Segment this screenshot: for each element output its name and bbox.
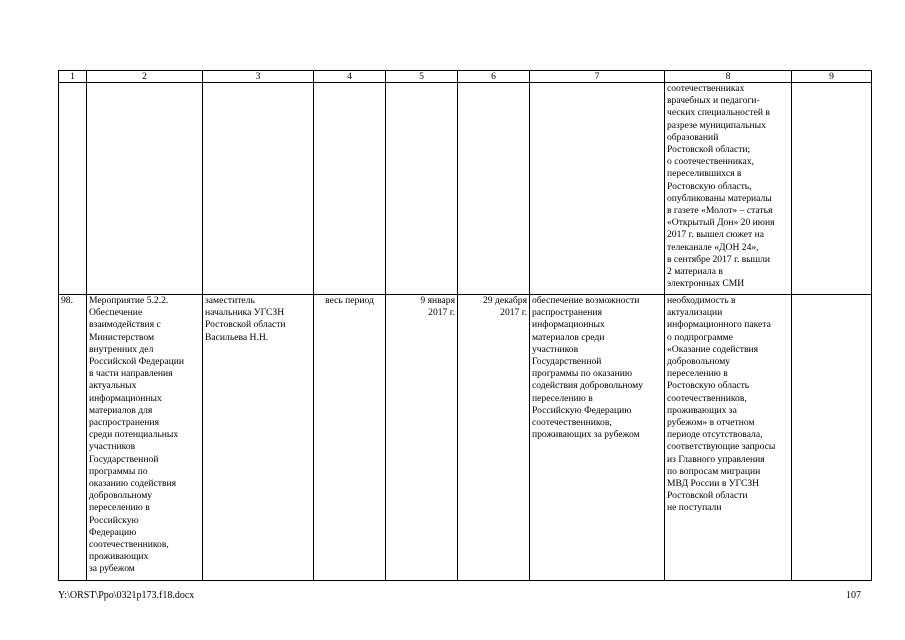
column-number: 8 (665, 71, 792, 83)
expected-result: обеспечение возможности распространения информационных материалов среди участников Государственной программы по оказанию содействия добровольному переселению в Российскую Федерацию соотечественников, проживающих за рубежом (530, 295, 665, 581)
cell-result (530, 83, 665, 295)
column-number: 1 (59, 71, 87, 83)
measure-name: Мероприятие 5.2.2. Обеспечение взаимодействия с Министерством внутренних дел Российской Федерации в части направления актуальных информационных материалов для распространения среди потенциальных участников Государственной программы по оказанию содействия добровольному переселению в Российскую Федерацию соотечественников, проживающих за рубежом (87, 295, 203, 581)
table-row-98 (59, 295, 872, 581)
end-date: 29 декабря 2017 г. (458, 295, 530, 581)
responsible-person: заместитель начальника УГСЗН Ростовской области Васильева Н.Н. (203, 295, 314, 581)
column-number: 2 (87, 71, 203, 83)
row-number: 98. (59, 295, 87, 581)
period: весь период (314, 295, 386, 581)
column-number: 3 (203, 71, 314, 83)
column-number: 4 (314, 71, 386, 83)
cell-end (458, 83, 530, 295)
cell-responsible (203, 83, 314, 295)
cell-start (386, 83, 458, 295)
file-path-footer: Y:\ORST\Ppo\0321p173.f18.docx (58, 590, 195, 601)
column-number: 7 (530, 71, 665, 83)
cell-col9 (792, 83, 872, 295)
column-number: 6 (458, 71, 530, 83)
table-row-continuation (59, 83, 872, 295)
report-table (58, 70, 872, 581)
column-number: 5 (386, 71, 458, 83)
actual-result: необходимость в актуализации информационного пакета о подпрограмме «Оказание содействия добровольному переселению в Ростовскую область соотечественников, проживающих за рубежом» в отчетном периоде отсутствовала, соответствующие запросы из Главного управления по вопросам миграции МВД России в УГСЗН Ростовской области не поступали (665, 295, 792, 581)
page-number: 107 (846, 590, 861, 601)
cell-measure (87, 83, 203, 295)
cell-period (314, 83, 386, 295)
column-number: 9 (792, 71, 872, 83)
cell-num (59, 83, 87, 295)
cell-actual-result: соотечественниках врачебных и педагоги- ческих специальностей в разрезе муниципальных образований Ростовской области; о соотечественниках, переселившихся в Ростовскую область, опубликованы материалы в газете «Молот» – статья «Открытый Дон» 20 июня 2017 г. вышел сюжет на телеканале «ДОН 24», в сентябре 2017 г. вышли 2 материала в электронных СМИ (665, 83, 792, 295)
start-date: 9 января 2017 г. (386, 295, 458, 581)
cell-col9 (792, 295, 872, 581)
column-number-row (59, 71, 872, 83)
